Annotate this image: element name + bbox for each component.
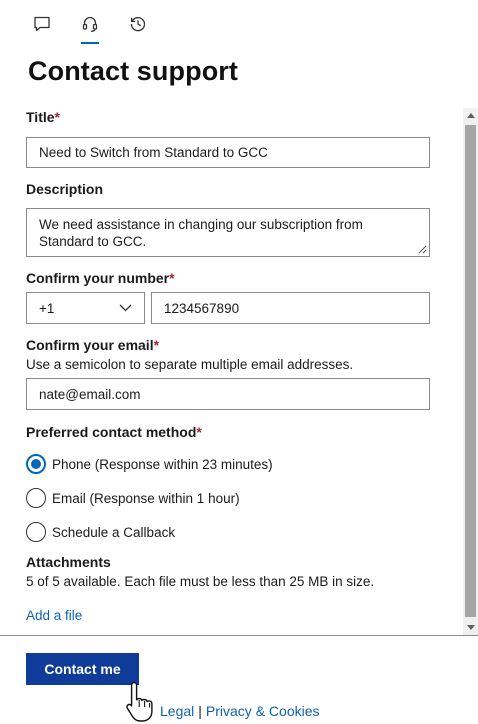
radio-phone[interactable] [26, 454, 273, 474]
required-marker: * [196, 424, 202, 440]
phone-input-value: 1234567890 [164, 300, 240, 316]
phone-input[interactable] [151, 292, 430, 324]
required-marker: * [169, 270, 175, 286]
caret-up-icon [467, 113, 475, 118]
title-input[interactable] [26, 137, 430, 168]
form-scrollbar[interactable] [463, 108, 478, 635]
radio-button[interactable] [26, 522, 46, 542]
footer-separator: | [198, 703, 202, 719]
email-input-value: nate@email.com [39, 386, 141, 402]
radio-callback[interactable] [26, 522, 175, 542]
description-value: We need assistance in changing our subscription from Standard to GCC. [39, 217, 363, 249]
radio-callback-label: Schedule a Callback [52, 524, 176, 540]
number-label-text: Confirm your number [26, 270, 170, 286]
email-label-text: Confirm your email [26, 337, 154, 353]
top-nav [26, 10, 154, 46]
nav-tab-support[interactable] [74, 10, 106, 44]
chat-icon [33, 15, 51, 33]
resize-grip-icon[interactable] [418, 245, 427, 254]
number-label [26, 270, 175, 287]
radio-phone-label: Phone (Response within 23 minutes) [52, 456, 273, 472]
radio-button-checked[interactable] [26, 454, 46, 474]
description-textarea[interactable] [26, 208, 430, 257]
contact-me-button[interactable]: Contact me [26, 653, 139, 685]
legal-link[interactable]: Legal [160, 703, 195, 719]
title-input-value: Need to Switch from Standard to GCC [39, 145, 268, 160]
title-label-text: Title [26, 109, 55, 125]
email-hint: Use a semicolon to separate multiple email addresses. [26, 357, 354, 372]
page-title: Contact support [28, 56, 238, 86]
history-icon [129, 15, 147, 33]
headset-icon [81, 15, 99, 33]
attachments-label: Attachments [26, 554, 111, 570]
scroll-down-arrow[interactable] [463, 620, 478, 635]
title-label [26, 109, 60, 126]
nav-tab-chat[interactable] [26, 10, 58, 44]
privacy-cookies-link[interactable]: Privacy & Cookies [205, 703, 320, 719]
email-label [26, 337, 159, 354]
caret-down-icon [467, 625, 475, 630]
nav-tab-history[interactable] [122, 10, 154, 44]
attachments-hint: 5 of 5 available. Each file must be less than 25 MB in size. [26, 574, 375, 589]
country-code-value: +1 [39, 300, 55, 316]
footer-links [160, 703, 320, 719]
contact-form [26, 108, 430, 635]
email-input[interactable] [26, 378, 430, 410]
description-label: Description [26, 181, 104, 197]
contact-method-label [26, 424, 202, 441]
hand-cursor-icon [124, 679, 158, 723]
radio-email[interactable] [26, 488, 240, 508]
required-marker: * [153, 337, 160, 353]
footer-divider [0, 635, 478, 636]
country-code-select[interactable] [26, 292, 145, 324]
add-file-link[interactable]: Add a file [26, 608, 83, 623]
radio-email-label: Email (Response within 1 hour) [52, 490, 240, 506]
chevron-down-icon [119, 304, 132, 312]
required-marker: * [54, 109, 60, 125]
scrollbar-thumb[interactable] [465, 125, 476, 617]
scroll-up-arrow[interactable] [463, 108, 478, 123]
radio-button[interactable] [26, 488, 46, 508]
contact-method-label-text: Preferred contact method [26, 424, 197, 440]
